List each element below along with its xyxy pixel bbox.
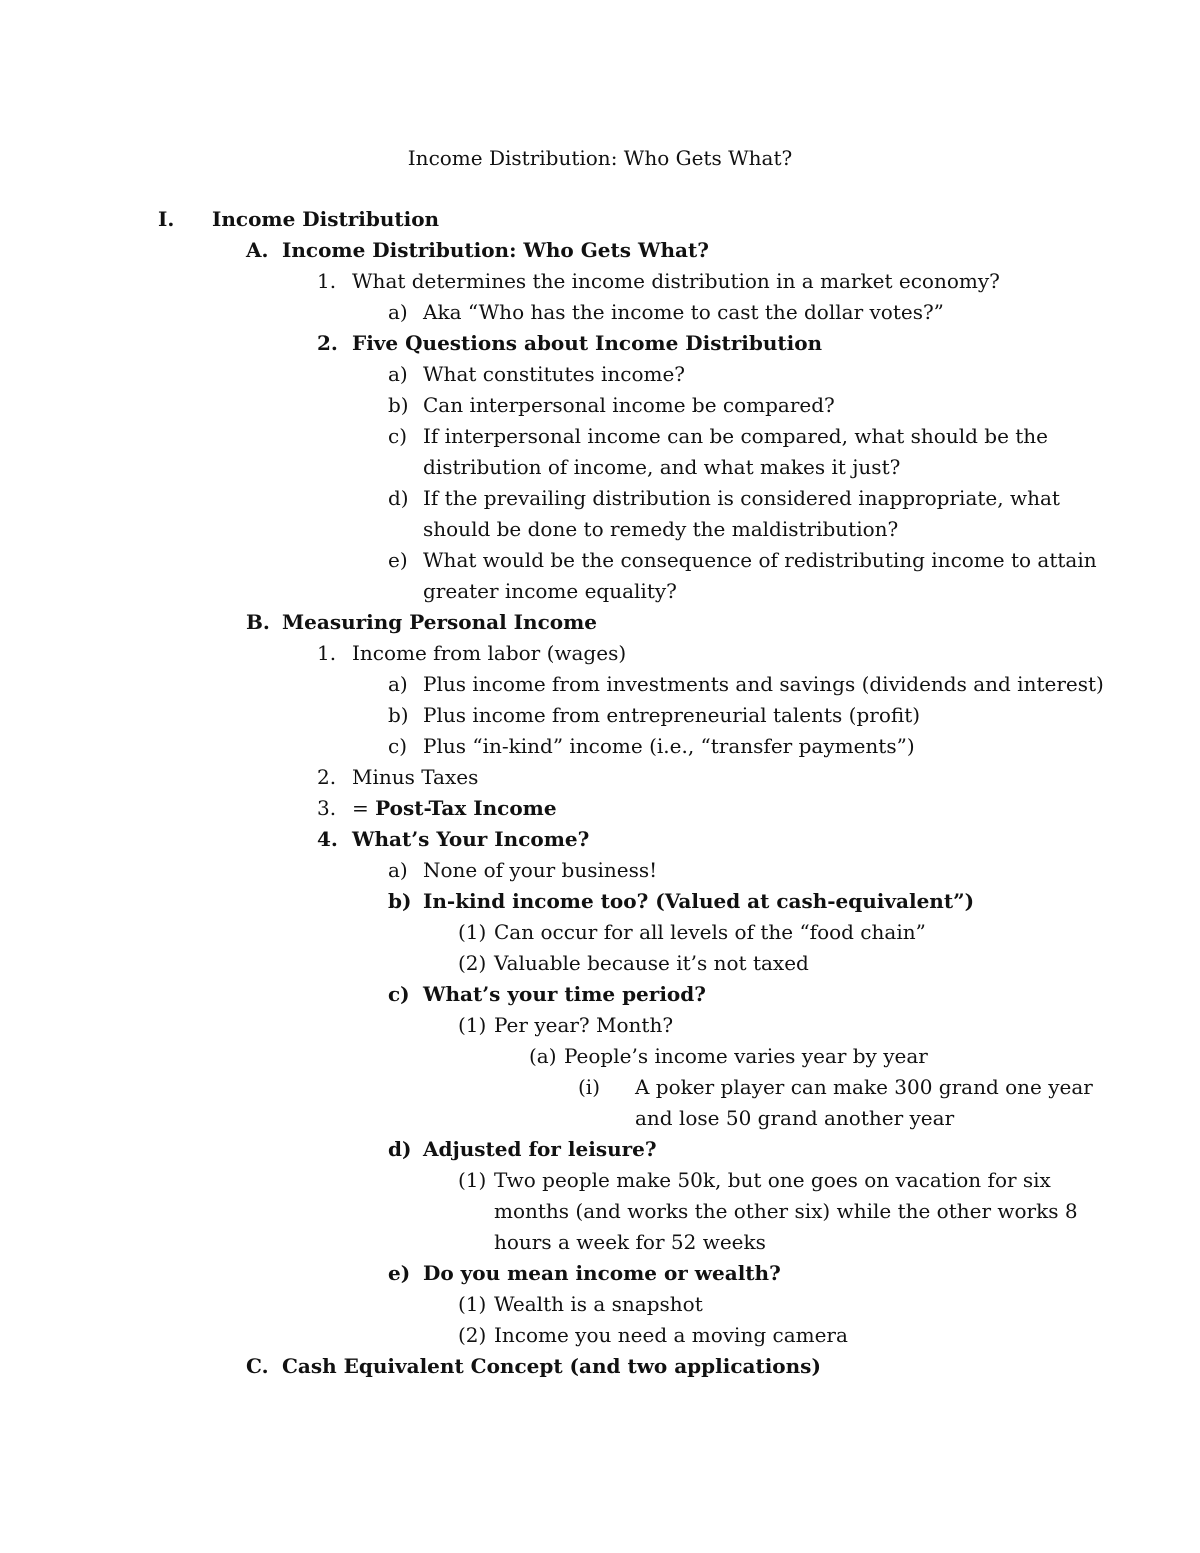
outline-text: greater income equality? — [423, 579, 677, 603]
outline-text: Plus “in-kind” income (i.e., “transfer payments”) — [423, 734, 915, 758]
outline-text: In-kind income too? (Valued at cash-equivalent”) — [423, 889, 975, 913]
outline-text: distribution of income, and what makes it just? — [423, 455, 901, 479]
outline-line — [529, 1041, 1180, 1072]
outline-line — [458, 1227, 1180, 1258]
outline-marker: 1. — [317, 641, 337, 665]
outline-text: What determines the income distribution in a market economy? — [352, 269, 1000, 293]
outline-marker: (i) — [578, 1075, 601, 1099]
outline-text: What’s Your Income? — [352, 827, 590, 851]
outline-marker: c) — [388, 982, 410, 1006]
outline-text: months (and works the other six) while the other works 8 — [494, 1199, 1078, 1223]
outline-marker: (1) — [458, 1168, 487, 1192]
outline-line — [458, 1165, 1180, 1196]
outline-text: Plus income from entrepreneurial talents (profit) — [423, 703, 921, 727]
outline-line — [317, 328, 1180, 359]
outline-line — [388, 979, 1180, 1010]
outline-line — [317, 638, 1180, 669]
outline-line — [388, 700, 1180, 731]
outline-marker: (1) — [458, 1013, 487, 1037]
outline-line — [388, 514, 1180, 545]
outline-marker: c) — [388, 734, 408, 758]
outline-marker: 4. — [317, 827, 338, 851]
outline-line — [246, 235, 1180, 266]
outline-marker: d) — [388, 486, 409, 510]
outline-text: Minus Taxes — [352, 765, 479, 789]
outline-line — [388, 1258, 1180, 1289]
outline-marker: (2) — [458, 1323, 487, 1347]
outline-marker: b) — [388, 393, 409, 417]
outline-marker: e) — [388, 548, 408, 572]
outline-line — [458, 948, 1180, 979]
outline-text: Can occur for all levels of the “food chain” — [494, 920, 926, 944]
outline-marker: B. — [246, 610, 270, 634]
outline-line — [388, 297, 1180, 328]
outline-line — [578, 1072, 1180, 1103]
outline-marker: b) — [388, 889, 412, 913]
outline-text: and lose 50 grand another year — [635, 1106, 955, 1130]
outline-line — [458, 1320, 1180, 1351]
outline-line — [388, 421, 1180, 452]
outline-marker: (a) — [529, 1044, 557, 1068]
outline-text: should be done to remedy the maldistribution? — [423, 517, 899, 541]
outline-marker: c) — [388, 424, 408, 448]
outline-text: Adjusted for leisure? — [423, 1137, 657, 1161]
outline-marker: A. — [246, 238, 269, 262]
outline-text: = Post-Tax Income — [352, 796, 557, 820]
outline-line — [388, 359, 1180, 390]
outline-line — [317, 824, 1180, 855]
outline-line — [317, 793, 1180, 824]
outline-text: Plus income from investments and savings (dividends and interest) — [423, 672, 1104, 696]
outline-text: Income Distribution — [212, 207, 440, 231]
outline-marker: (1) — [458, 920, 487, 944]
outline-text: Two people make 50k, but one goes on vacation for six — [494, 1168, 1051, 1192]
outline-line — [317, 762, 1180, 793]
outline-text: What’s your time period? — [423, 982, 706, 1006]
document-title: Income Distribution: Who Gets What? — [407, 146, 793, 170]
outline-line — [388, 452, 1180, 483]
outline-line — [388, 669, 1180, 700]
outline-marker: (2) — [458, 951, 487, 975]
outline-text: Income from labor (wages) — [352, 641, 627, 665]
outline-line — [388, 731, 1180, 762]
outline-text: What constitutes income? — [423, 362, 686, 386]
outline-marker: b) — [388, 703, 409, 727]
outline-marker: a) — [388, 300, 408, 324]
outline-marker: 2. — [317, 765, 337, 789]
outline-text: Valuable because it’s not taxed — [494, 951, 809, 975]
outline-text: Income Distribution: Who Gets What? — [282, 238, 709, 262]
outline-text: Income you need a moving camera — [494, 1323, 848, 1347]
outline-text: Per year? Month? — [494, 1013, 674, 1037]
outline-text: A poker player can make 300 grand one year — [635, 1075, 1093, 1099]
outline-text: Aka “Who has the income to cast the dollar votes?” — [423, 300, 944, 324]
outline-line — [388, 855, 1180, 886]
outline-marker: I. — [158, 207, 175, 231]
outline-text: Cash Equivalent Concept (and two applications) — [282, 1354, 821, 1378]
outline-text: None of your business! — [423, 858, 658, 882]
outline-marker: 2. — [317, 331, 338, 355]
outline-marker: (1) — [458, 1292, 487, 1316]
outline-text: Measuring Personal Income — [282, 610, 597, 634]
outline-line — [388, 886, 1180, 917]
outline-line — [458, 1010, 1180, 1041]
outline-line — [388, 576, 1180, 607]
outline-marker: 3. — [317, 796, 337, 820]
outline-text: If interpersonal income can be compared, what should be the — [423, 424, 1049, 448]
outline-line — [317, 266, 1180, 297]
outline-line — [388, 483, 1180, 514]
outline-line — [246, 1351, 1180, 1382]
outline-line — [578, 1103, 1180, 1134]
outline-line — [458, 1289, 1180, 1320]
outline-text: Five Questions about Income Distribution — [352, 331, 823, 355]
outline-line — [388, 390, 1180, 421]
outline-line — [458, 917, 1180, 948]
outline-text: Wealth is a snapshot — [494, 1292, 703, 1316]
outline-text: People’s income varies year by year — [564, 1044, 928, 1068]
outline-marker: e) — [388, 1261, 411, 1285]
outline-text: What would be the consequence of redistributing income to attain — [423, 548, 1097, 572]
outline-text: If the prevailing distribution is considered inappropriate, what — [423, 486, 1060, 510]
outline-marker: C. — [246, 1354, 269, 1378]
outline-line — [158, 204, 1180, 235]
outline-line — [388, 1134, 1180, 1165]
outline-line — [388, 545, 1180, 576]
outline-text: Do you mean income or wealth? — [423, 1261, 781, 1285]
outline-line — [458, 1196, 1180, 1227]
outline-line — [246, 607, 1180, 638]
outline-marker: a) — [388, 362, 408, 386]
outline-marker: 1. — [317, 269, 337, 293]
outline-marker: a) — [388, 672, 408, 696]
outline-text: Can interpersonal income be compared? — [423, 393, 835, 417]
outline-marker: a) — [388, 858, 408, 882]
outline-marker: d) — [388, 1137, 412, 1161]
outline-text: hours a week for 52 weeks — [494, 1230, 766, 1254]
